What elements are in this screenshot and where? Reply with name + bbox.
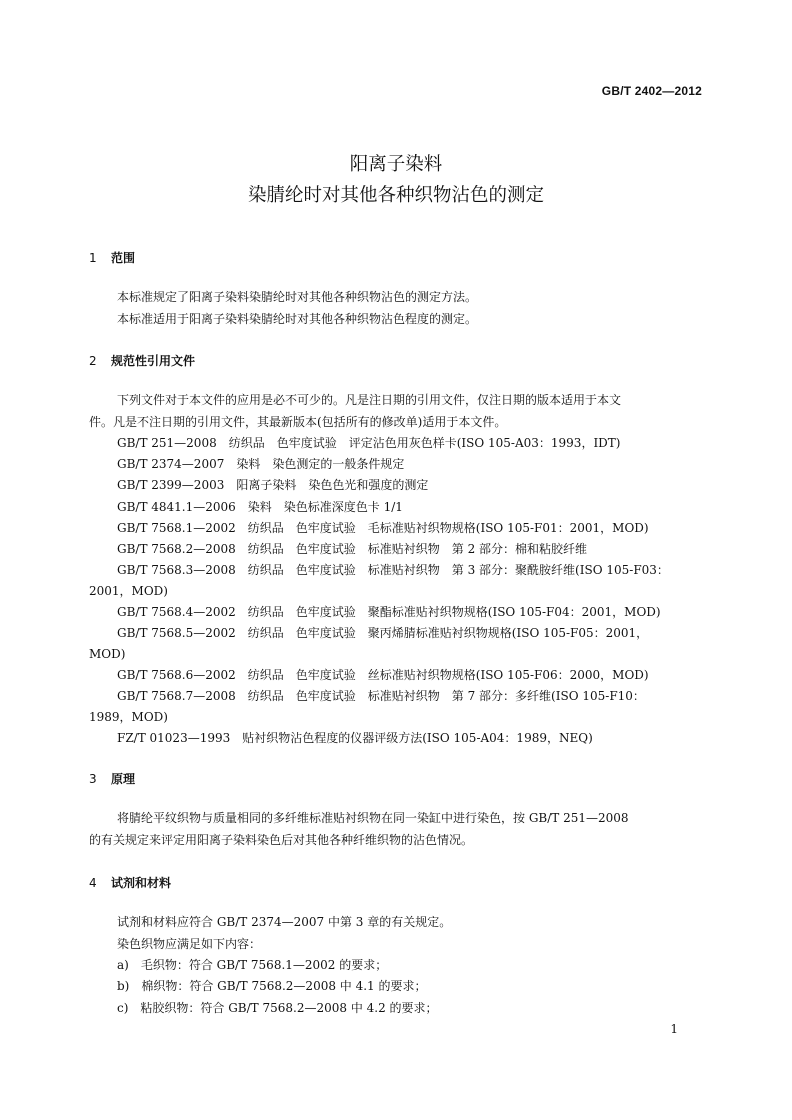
reference-item: GB/T 7568.4—2002 纺织品 色牢度试验 聚酯标准贴衬织物规格(ISO 105-F04：2001，MOD) bbox=[117, 605, 661, 619]
document-title-line-1: 阳离子染料 bbox=[349, 154, 443, 175]
reference-item: FZ/T 01023—1993 贴衬织物沾色程度的仪器评级方法(ISO 105-A04：1989，NEQ) bbox=[117, 731, 593, 745]
section-3-paragraph: 将腈纶平纹织物与质量相同的多纤维标准贴衬织物在同一染缸中进行染色，按 GB/T 251—2008 bbox=[117, 811, 629, 825]
list-item-a: a) 毛织物：符合 GB/T 7568.1—2002 的要求； bbox=[117, 958, 388, 972]
reference-item: GB/T 7568.2—2008 纺织品 色牢度试验 标准贴衬织物 第 2 部分：棉和粘胶纤维 bbox=[117, 542, 588, 556]
section-2-intro: 下列文件对于本文件的应用是必不可少的。凡是注日期的引用文件，仅注日期的版本适用于本文 bbox=[117, 393, 622, 407]
page-number: 1 bbox=[670, 1022, 678, 1036]
reference-item: GB/T 7568.1—2002 纺织品 色牢度试验 毛标准贴衬织物规格(ISO 105-F01：2001，MOD) bbox=[117, 521, 649, 535]
list-item-b: b) 棉织物：符合 GB/T 7568.2—2008 中 4.1 的要求； bbox=[117, 979, 427, 993]
section-4-paragraph: 试剂和材料应符合 GB/T 2374—2007 中第 3 章的有关规定。 bbox=[117, 915, 452, 929]
section-2-heading: 2 规范性引用文件 bbox=[89, 354, 196, 368]
reference-item: GB/T 2399—2003 阳离子染料 染色色光和强度的测定 bbox=[117, 478, 429, 492]
section-1-heading: 1 范围 bbox=[89, 251, 136, 265]
section-2-intro: 件。凡是不注日期的引用文件，其最新版本(包括所有的修改单)适用于本文件。 bbox=[89, 415, 507, 429]
section-4-paragraph: 染色织物应满足如下内容： bbox=[117, 937, 262, 951]
reference-item: GB/T 251—2008 纺织品 色牢度试验 评定沾色用灰色样卡(ISO 105-A03：1993，IDT) bbox=[117, 436, 621, 450]
list-item-c: c) 粘胶织物：符合 GB/T 7568.2—2008 中 4.2 的要求； bbox=[117, 1001, 438, 1015]
standard-number: GB/T 2402—2012 bbox=[601, 84, 702, 98]
reference-item: GB/T 7568.3—2008 纺织品 色牢度试验 标准贴衬织物 第 3 部分：聚酰胺纤维(ISO 105-F03： bbox=[117, 563, 669, 577]
reference-item: GB/T 7568.7—2008 纺织品 色牢度试验 标准贴衬织物 第 7 部分：多纤维(ISO 105-F10： bbox=[117, 689, 645, 703]
section-3-heading: 3 原理 bbox=[89, 772, 136, 786]
reference-item-continuation: MOD) bbox=[89, 647, 126, 661]
section-3-paragraph: 的有关规定来评定用阳离子染料染色后对其他各种纤维织物的沾色情况。 bbox=[89, 833, 474, 847]
reference-item: GB/T 7568.5—2002 纺织品 色牢度试验 聚丙烯腈标准贴衬织物规格(ISO 105-F05：2001， bbox=[117, 626, 649, 640]
document-title-line-2: 染腈纶时对其他各种织物沾色的测定 bbox=[247, 185, 544, 206]
reference-item: GB/T 4841.1—2006 染料 染色标准深度色卡 1/1 bbox=[117, 500, 403, 514]
section-4-heading: 4 试剂和材料 bbox=[89, 876, 172, 890]
reference-item: GB/T 7568.6—2002 纺织品 色牢度试验 丝标准贴衬织物规格(ISO 105-F06：2000，MOD) bbox=[117, 668, 649, 682]
reference-item-continuation: 1989，MOD) bbox=[89, 710, 168, 724]
reference-item-continuation: 2001，MOD) bbox=[89, 584, 168, 598]
section-1-paragraph: 本标准适用于阳离子染料染腈纶时对其他各种织物沾色程度的测定。 bbox=[117, 312, 478, 326]
section-1-paragraph: 本标准规定了阳离子染料染腈纶时对其他各种织物沾色的测定方法。 bbox=[117, 290, 478, 304]
reference-item: GB/T 2374—2007 染料 染色测定的一般条件规定 bbox=[117, 457, 405, 471]
